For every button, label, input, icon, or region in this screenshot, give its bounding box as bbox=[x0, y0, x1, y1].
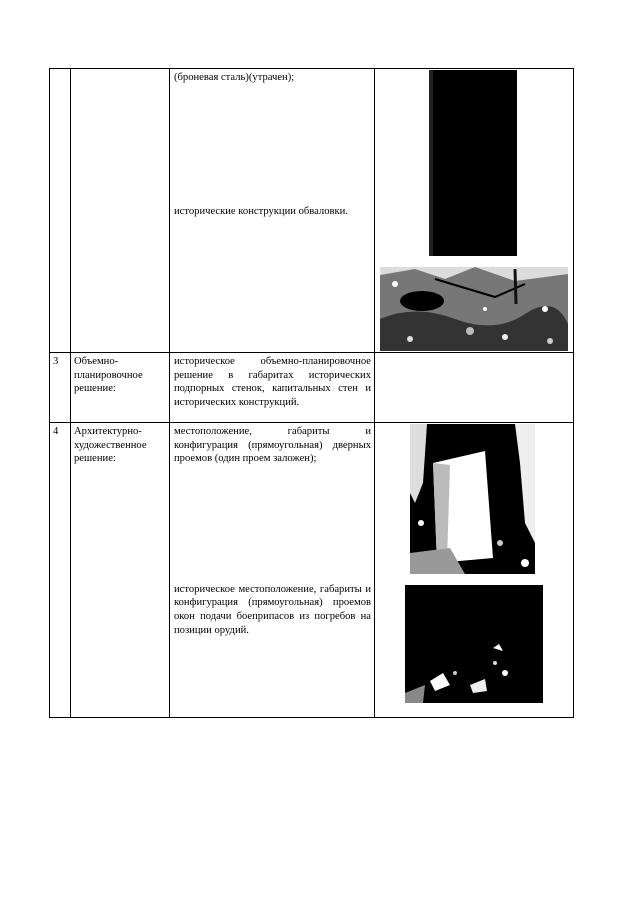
description-paragraph: исторические конструкции обваловки. bbox=[174, 205, 348, 217]
description-paragraph: историческое местоположение, габариты и конфигурация (прямоугольная) проемов окон подачи боеприпасов из погребов на позиции орудий. bbox=[174, 583, 371, 636]
row-description bbox=[170, 423, 375, 718]
table-row bbox=[50, 353, 574, 423]
photo-pair bbox=[375, 69, 574, 353]
row-name: Архитектурно-художественное решение: bbox=[71, 423, 170, 718]
table-row bbox=[50, 423, 574, 718]
row-photos bbox=[375, 69, 574, 353]
description-paragraph: местоположение, габариты и конфигурация (прямоугольная) дверных проемов (один проем заложен); bbox=[174, 426, 371, 465]
photo-pair bbox=[375, 423, 574, 718]
monument-features-table bbox=[49, 68, 574, 718]
row-name bbox=[71, 69, 170, 353]
table-row bbox=[50, 69, 574, 353]
row-number: 4 bbox=[50, 423, 71, 718]
description-paragraph: (броневая сталь)(утрачен); bbox=[174, 72, 295, 83]
description-paragraph: историческое объемно-планировочное решение в габаритах исторических подпорных стенок, капитальных стен и исторических конструкций. bbox=[174, 356, 371, 408]
row-number: 3 bbox=[50, 353, 71, 423]
photo-earthwork-rubble bbox=[380, 267, 568, 351]
row-photos bbox=[375, 353, 574, 423]
photo-walled-doorway bbox=[410, 424, 535, 574]
photo-dark-doorway bbox=[429, 70, 517, 256]
row-number bbox=[50, 69, 71, 353]
row-photos bbox=[375, 423, 574, 718]
row-name: Объемно-планировочное решение: bbox=[71, 353, 170, 423]
photo-ammunition-window bbox=[405, 585, 543, 703]
row-description bbox=[170, 69, 375, 353]
row-description bbox=[170, 353, 375, 423]
